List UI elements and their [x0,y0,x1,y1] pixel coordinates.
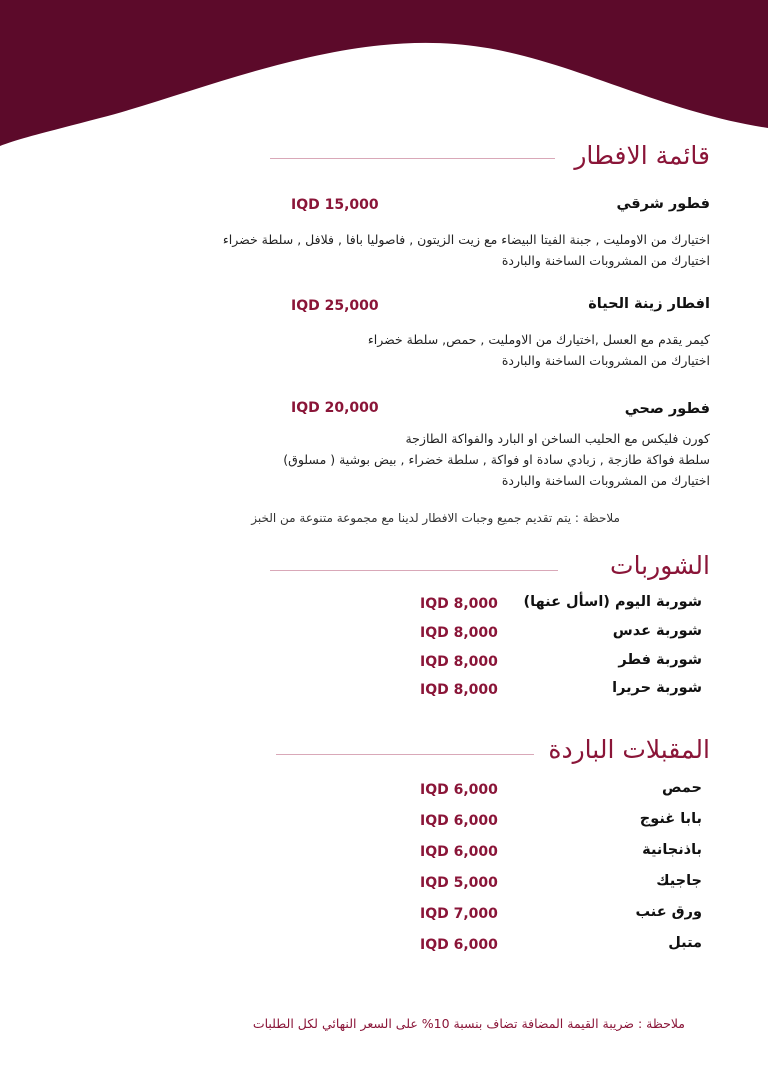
menu-item-price: IQD 6,000 [420,813,498,829]
menu-item-name: متبل [668,935,702,951]
description-line: كيمر يقدم مع العسل ,اختيارك من الاومليت , حمص, سلطة خضراء [367,332,710,347]
description-line: اختيارك من المشروبات الساخنة والباردة [501,353,710,368]
menu-item-description [368,329,710,371]
menu-item-name: افطار زينة الحياة [588,296,710,312]
menu-item-price: IQD 5,000 [420,875,498,891]
menu-item-description [223,229,710,271]
menu-item-price: IQD 15,000 [291,197,379,213]
menu-item-price: IQD 8,000 [420,625,498,641]
soups-title: الشوربات [610,551,710,580]
menu-item-price: IQD 6,000 [420,844,498,860]
description-line: اختيارك من الاومليت , جبنة الفيتا البيضاء مع زيت الزيتون , فاصوليا بافا , فلافل , سلطة خضراء [222,232,710,247]
cold-appetizers-title: المقبلات الباردة [548,735,710,764]
description-line: اختيارك من المشروبات الساخنة والباردة [501,253,710,268]
menu-item-price: IQD 8,000 [420,654,498,670]
menu-item-name: شوربة فطر [618,652,702,668]
menu-item-name: فطور شرقي [616,196,710,212]
menu-item-price: IQD 7,000 [420,906,498,922]
vat-footer-note: ملاحظة : ضريبة القيمة المضافة تضاف بنسبة 10% على السعر النهائي لكل الطلبات [252,1016,685,1031]
menu-item-price: IQD 25,000 [291,298,379,314]
menu-item-name: شوربة حريرا [612,680,702,696]
menu-item-name: حمص [662,780,702,796]
breakfast-note: ملاحظة : يتم تقديم جميع وجبات الافطار لدينا مع مجموعة متنوعة من الخبز [251,511,620,525]
menu-item-name: جاجيك [656,873,702,889]
cold-appetizers-divider [276,754,534,755]
menu-item-name: فطور صحي [624,401,710,417]
menu-item-name: شوربة اليوم (اسأل عنها) [523,594,702,610]
description-line: كورن فليكس مع الحليب الساخن او البارد والفواكة الطازجة [405,431,710,446]
breakfast-title: قائمة الافطار [574,141,710,170]
menu-item-price: IQD 20,000 [291,400,379,416]
menu-item-name: شوربة عدس [612,623,702,639]
soups-divider [270,570,558,571]
menu-item-description [283,428,710,491]
menu-item-price: IQD 6,000 [420,937,498,953]
menu-item-price: IQD 6,000 [420,782,498,798]
menu-item-name: بابا غنوج [639,811,702,827]
menu-item-name: باذنجانية [642,842,702,858]
menu-item-price: IQD 8,000 [420,682,498,698]
breakfast-divider [270,158,555,159]
menu-item-price: IQD 8,000 [420,596,498,612]
menu-item-name: ورق عنب [635,904,702,920]
description-line: سلطة فواكة طازجة , زبادي سادة او فواكة , سلطة خضراء , بيض بوشية ( مسلوق) [283,452,710,467]
description-line: اختيارك من المشروبات الساخنة والباردة [501,473,710,488]
header-wave [0,0,768,160]
